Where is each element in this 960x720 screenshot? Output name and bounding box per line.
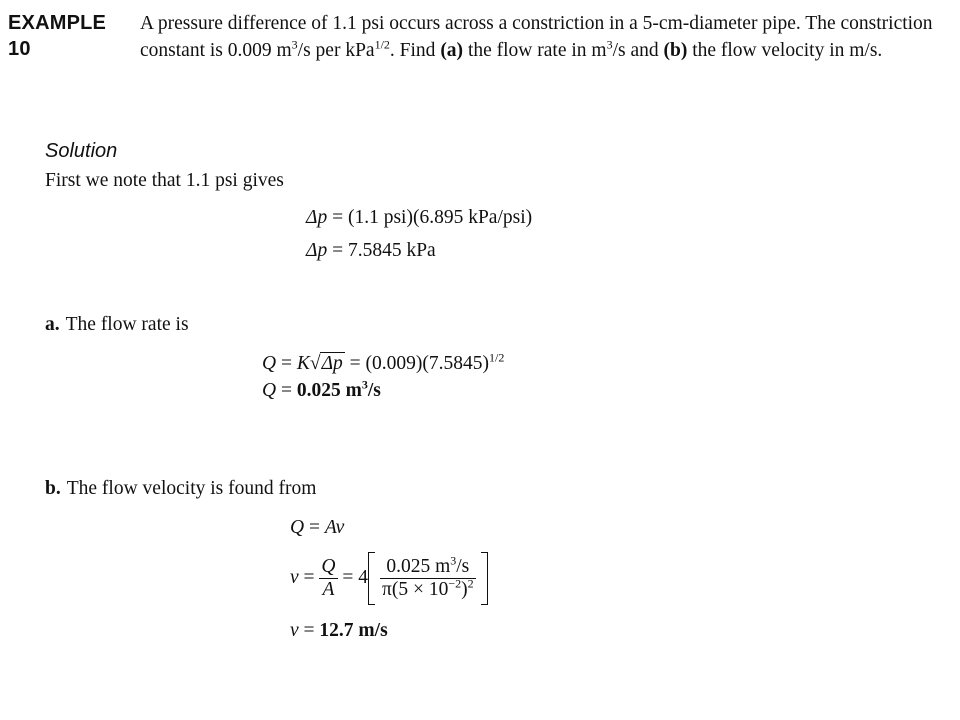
- eq-lhs: v: [290, 566, 299, 588]
- example-number: 10: [8, 38, 31, 60]
- problem-part-b-marker: (b): [663, 40, 688, 61]
- eq-rhs: Av: [324, 517, 345, 538]
- eq-rhs-exponent: 1/2: [489, 350, 505, 365]
- fraction-numerator: Q: [321, 556, 336, 577]
- problem-sup-3: 3: [606, 37, 613, 52]
- part-b-heading: [45, 478, 316, 500]
- sqrt-symbol: √: [309, 353, 321, 374]
- eq-lhs: Δp: [306, 207, 328, 228]
- eq-rhs: (1.1 psi)(6.895 kPa/psi): [347, 207, 533, 228]
- solution-intro: First we note that 1.1 psi gives: [45, 170, 284, 191]
- eq-equals-2: =: [342, 566, 354, 588]
- problem-text-6: the flow velocity in m/s.: [687, 40, 883, 61]
- eq-equals: =: [332, 207, 344, 228]
- flow-rate-unit-tail: /s: [367, 380, 381, 401]
- part-a-text: The flow rate is: [65, 314, 189, 335]
- bracketed-fraction: [368, 552, 488, 605]
- eq-rhs: 7.5845 kPa: [347, 240, 436, 261]
- bracket-numerator-value: 0.025 m: [386, 556, 451, 577]
- eq-lhs: v: [290, 620, 299, 641]
- problem-sup-1: 3: [291, 37, 298, 52]
- bracket-denominator: [380, 578, 476, 601]
- constriction-constant-symbol: K: [296, 353, 310, 374]
- part-b-label: b.: [45, 478, 61, 499]
- example-label-word: EXAMPLE: [8, 12, 107, 34]
- sqrt-argument: Δp: [321, 353, 343, 374]
- bracket-inner-fraction: [380, 553, 476, 601]
- eq-equals-2: =: [349, 353, 361, 374]
- example-label: [8, 10, 106, 62]
- flow-rate-answer: [296, 377, 381, 401]
- equation-velocity-formula: [290, 552, 488, 605]
- eq-equals: =: [280, 380, 292, 401]
- bracket-denominator-mid: ): [461, 579, 468, 600]
- part-b-text: The flow velocity is found from: [66, 478, 317, 499]
- velocity-coefficient: 4: [358, 566, 368, 588]
- part-a-label: a.: [45, 314, 60, 335]
- part-a-heading: [45, 314, 189, 336]
- velocity-answer: 12.7 m/s: [319, 620, 388, 641]
- equation-delta-p-conversion: [306, 207, 532, 229]
- eq-equals: =: [280, 353, 292, 374]
- eq-lhs: Δp: [306, 240, 328, 261]
- eq-equals: =: [308, 517, 320, 538]
- problem-text-4: the flow rate in m: [463, 40, 607, 61]
- solution-heading: Solution: [45, 140, 118, 162]
- eq-equals: =: [303, 620, 315, 641]
- bracket-denominator-exponent-1: −2: [448, 576, 462, 591]
- eq-lhs: Q: [290, 517, 305, 538]
- eq-rhs: (0.009)(7.5845): [365, 353, 489, 374]
- equation-flow-rate-result: [262, 377, 381, 402]
- equation-continuity: [290, 517, 344, 539]
- bracket-numerator-exponent: 3: [450, 553, 457, 568]
- problem-part-a-marker: (a): [440, 40, 464, 61]
- q-over-a-fraction: [319, 556, 337, 601]
- eq-equals: =: [303, 566, 315, 588]
- problem-text-1: A pressure difference of 1.1 psi occurs across a constriction in a 5-cm-diameter pipe. The constriction constant is 0.009 m: [140, 13, 933, 61]
- bracket-numerator: [380, 553, 476, 578]
- flow-rate-unit-exponent: 3: [361, 377, 368, 392]
- bracket-denominator-exponent-2: 2: [467, 576, 474, 591]
- problem-sup-2: 1/2: [374, 37, 390, 52]
- fraction-denominator: A: [319, 578, 337, 601]
- equation-flow-rate-formula: [262, 352, 504, 375]
- eq-lhs: Q: [262, 380, 277, 401]
- eq-equals: =: [332, 240, 344, 261]
- problem-text-5: /s and: [612, 40, 664, 61]
- problem-statement: [140, 10, 945, 64]
- problem-text-2: /s per kPa: [297, 40, 375, 61]
- bracket-numerator-tail: /s: [456, 556, 470, 577]
- equation-delta-p-result: [306, 240, 436, 262]
- bracket-denominator-pre: π(5 × 10: [382, 579, 449, 600]
- problem-text-3: . Find: [389, 40, 441, 61]
- flow-rate-value: 0.025 m: [296, 380, 362, 401]
- eq-lhs: Q: [262, 353, 277, 374]
- equation-velocity-result: [290, 620, 388, 642]
